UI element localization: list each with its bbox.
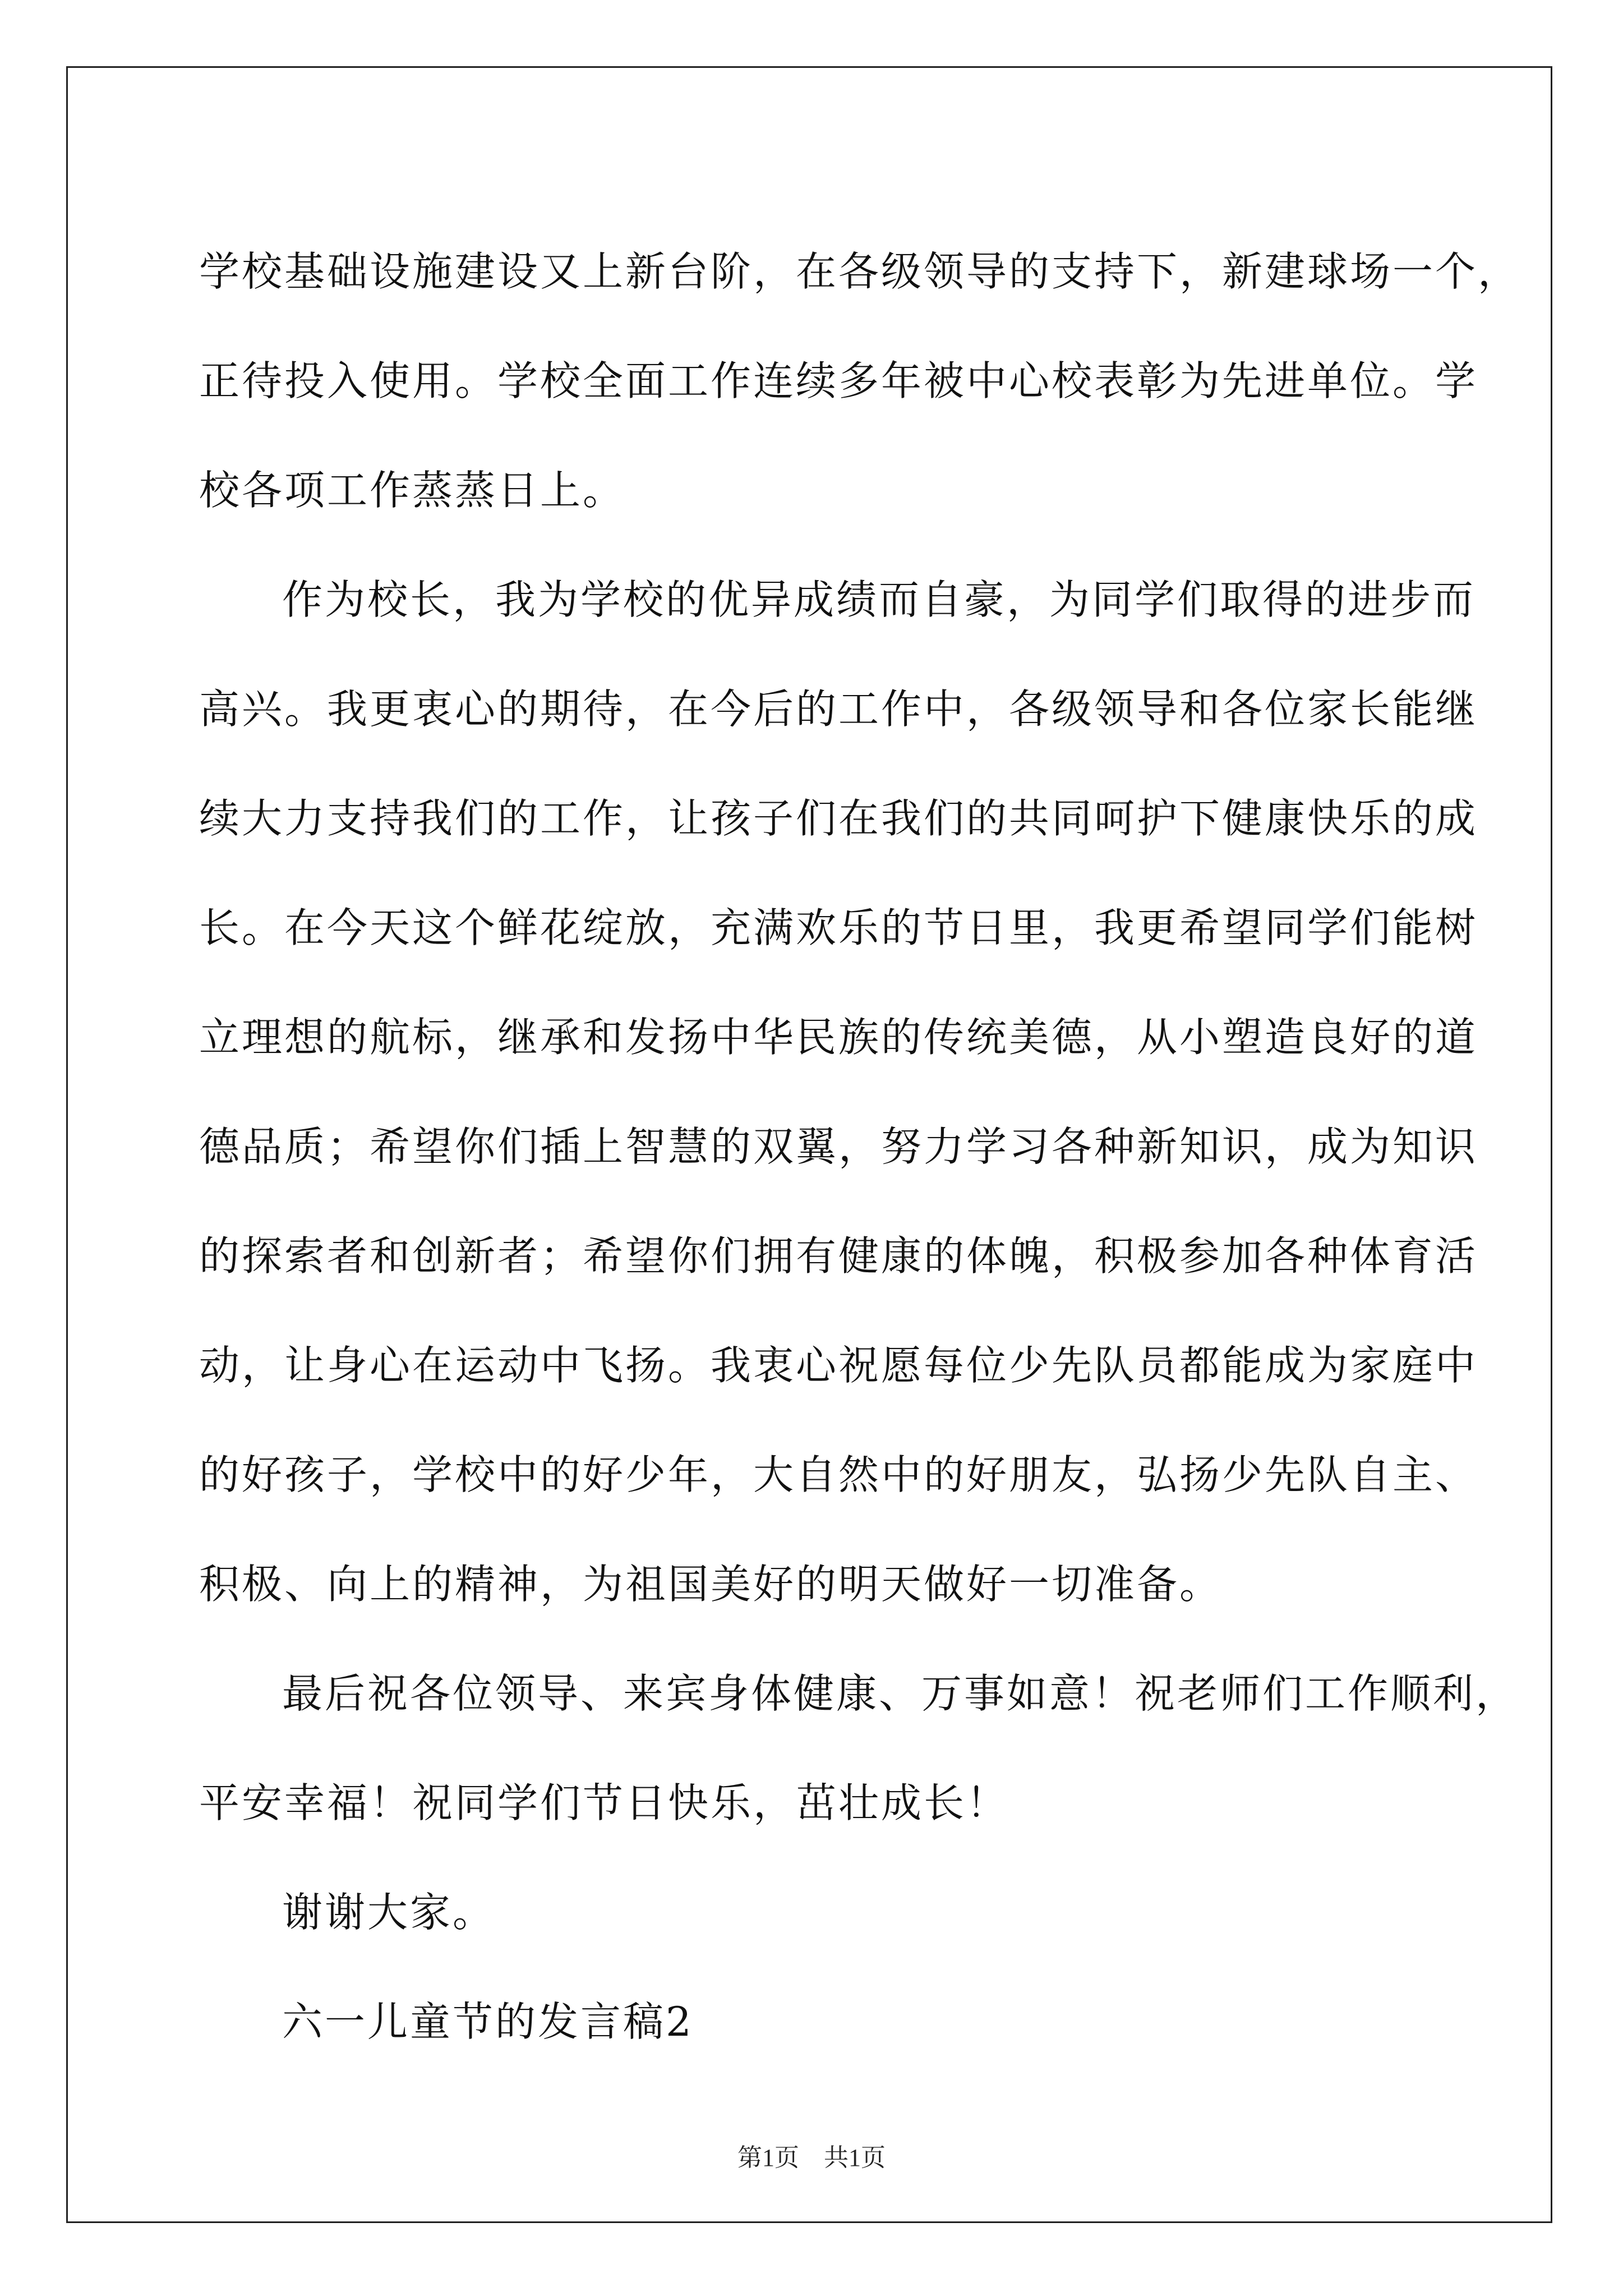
text-line: 续大力支持我们的工作，让孩子们在我们的共同呵护下健康快乐的成 [199, 794, 1478, 842]
text-line: 平安幸福！祝同学们节日快乐，茁壮成长！ [199, 1779, 1009, 1826]
page-number: 第1页 共1页 [737, 2144, 886, 2171]
text-line: 积极、向上的精神，为祖国美好的明天做好一切准备。 [199, 1560, 1223, 1608]
text-line: 长。在今天这个鲜花绽放，充满欢乐的节日里，我更希望同学们能树 [199, 904, 1478, 951]
text-line: 最后祝各位领导、来宾身体健康、万事如意！祝老师们工作顺利， [282, 1669, 1519, 1717]
section-heading: 六一儿童节的发言稿2 [282, 1998, 694, 2045]
text-line: 高兴。我更衷心的期待，在今后的工作中，各级领导和各位家长能继 [199, 685, 1478, 733]
text-line: 学校基础设施建设又上新台阶，在各级领导的支持下，新建球场一个， [199, 247, 1521, 295]
text-line: 立理想的航标，继承和发扬中华民族的传统美德，从小塑造良好的道 [199, 1013, 1478, 1061]
text-line: 作为校长，我为学校的优异成绩而自豪，为同学们取得的进步而 [282, 576, 1476, 623]
text-line: 正待投入使用。学校全面工作连续多年被中心校表彰为先进单位。学 [199, 357, 1478, 404]
text-line: 的好孩子，学校中的好少年，大自然中的好朋友，弘扬少先队自主、 [199, 1451, 1478, 1498]
text-line: 德品质；希望你们插上智慧的双翼，努力学习各种新知识，成为知识 [199, 1122, 1478, 1170]
page-footer [0, 2137, 1623, 2173]
text-line: 动，让身心在运动中飞扬。我衷心祝愿每位少先队员都能成为家庭中 [199, 1341, 1478, 1389]
text-line: 谢谢大家。 [282, 1888, 496, 1936]
text-line: 的探索者和创新者；希望你们拥有健康的体魄，积极参加各种体育活 [199, 1232, 1478, 1280]
document-body [199, 213, 1521, 2073]
text-line: 校各项工作蒸蒸日上。 [199, 466, 626, 514]
